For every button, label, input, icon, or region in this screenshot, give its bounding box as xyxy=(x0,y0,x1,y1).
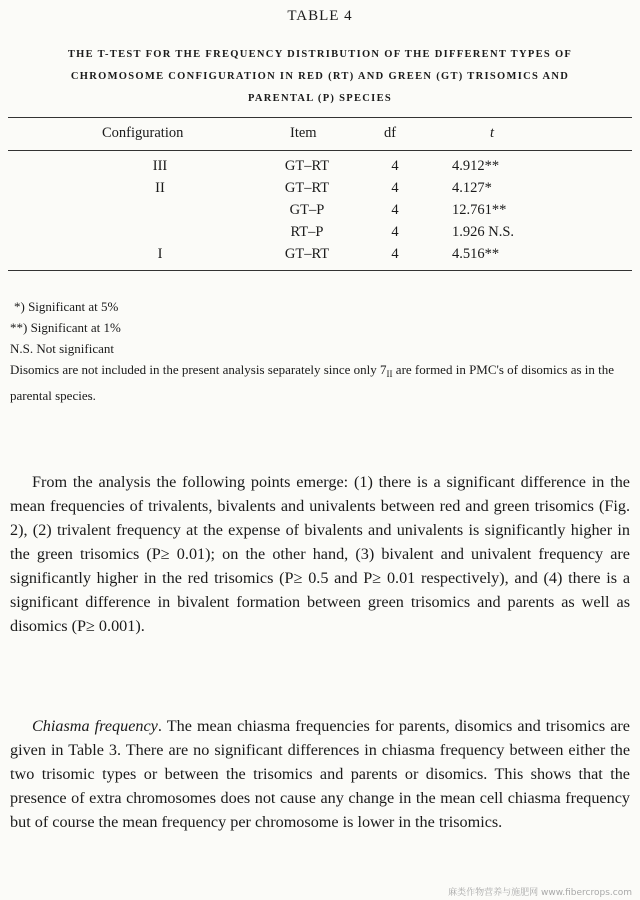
table-bottom-rule xyxy=(8,270,632,271)
cell-t: 4.912** xyxy=(452,158,500,174)
table-caption xyxy=(6,44,634,110)
footnote-text: Disomics are not included in the present analysis separately since only 7 xyxy=(10,362,387,377)
table-header-rule xyxy=(8,150,632,151)
header-t: t xyxy=(490,125,495,141)
table-footnotes xyxy=(10,296,634,406)
paragraph-text: . The mean chiasma frequencies for parents, disomics and trisomics are given in Table 3. There are no significant differences in chiasma frequency between either the two trisomic types or between the trisomics and parents or disomics. This shows that the presence of extra chromosomes does not cause any change in the mean cell chiasma frequency but of course the mean frequency per chromosome is lower in the trisomics. xyxy=(10,717,630,831)
footnote xyxy=(10,359,634,406)
cell-df: 4 xyxy=(391,224,399,240)
cell-configuration: II xyxy=(155,180,165,196)
caption-line: CHROMOSOME CONFIGURATION IN RED (RT) AND GREEN (GT) TRISOMICS AND xyxy=(70,71,570,82)
header-configuration: Configuration xyxy=(102,125,184,141)
footnote: N.S. Not significant xyxy=(10,341,114,356)
caption-line: PARENTAL (P) SPECIES xyxy=(247,93,393,104)
cell-item: GT–RT xyxy=(284,246,330,262)
cell-t: 1.926 N.S. xyxy=(452,224,515,240)
table-top-rule xyxy=(8,117,632,118)
cell-t: 4.516** xyxy=(452,246,500,262)
cell-item: GT–RT xyxy=(284,158,330,174)
cell-df: 4 xyxy=(391,180,399,196)
footnote: *) Significant at 5% xyxy=(14,299,119,314)
footnote: **) Significant at 1% xyxy=(10,320,121,335)
cell-t: 4.127* xyxy=(452,180,492,196)
body-paragraph xyxy=(10,714,630,834)
watermark: 麻类作物营养与施肥网 www.fibercrops.com xyxy=(448,888,632,898)
body-paragraph: From the analysis the following points emerge: (1) there is a significant difference in the mean frequencies of trivalents, bivalents and univalents between red and green trisomics (Fig. 2), (2) trivalent frequency at the expense of bivalents and univalents is significantly higher in the green trisomics (P≥ 0.01); on the other hand, (3) bivalent and univalent frequency are significantly higher in the red trisomics (P≥ 0.5 and P≥ 0.01 respectively), and (4) there is a significant difference in bivalent formation between green trisomics and parents as well as disomics (P≥ 0.001). xyxy=(10,473,630,635)
cell-df: 4 xyxy=(391,246,399,262)
cell-t: 12.761** xyxy=(452,202,507,218)
cell-df: 4 xyxy=(391,158,399,174)
header-item: Item xyxy=(290,125,317,141)
header-df: df xyxy=(384,125,397,141)
cell-item: RT–P xyxy=(290,224,324,240)
cell-df: 4 xyxy=(391,202,399,218)
footnote-subscript: II xyxy=(386,369,393,379)
paragraph-lead: Chiasma frequency xyxy=(32,717,158,735)
cell-configuration: III xyxy=(152,158,168,174)
caption-line: THE T-TEST FOR THE FREQUENCY DISTRIBUTION OF THE DIFFERENT TYPES OF xyxy=(67,49,573,60)
table-title: TABLE 4 xyxy=(287,8,353,24)
cell-item: GT–P xyxy=(289,202,325,218)
footnote-text: are formed in PMC's of disomics as in the parental species. xyxy=(10,362,615,403)
cell-item: GT–RT xyxy=(284,180,330,196)
cell-configuration: I xyxy=(157,246,163,262)
